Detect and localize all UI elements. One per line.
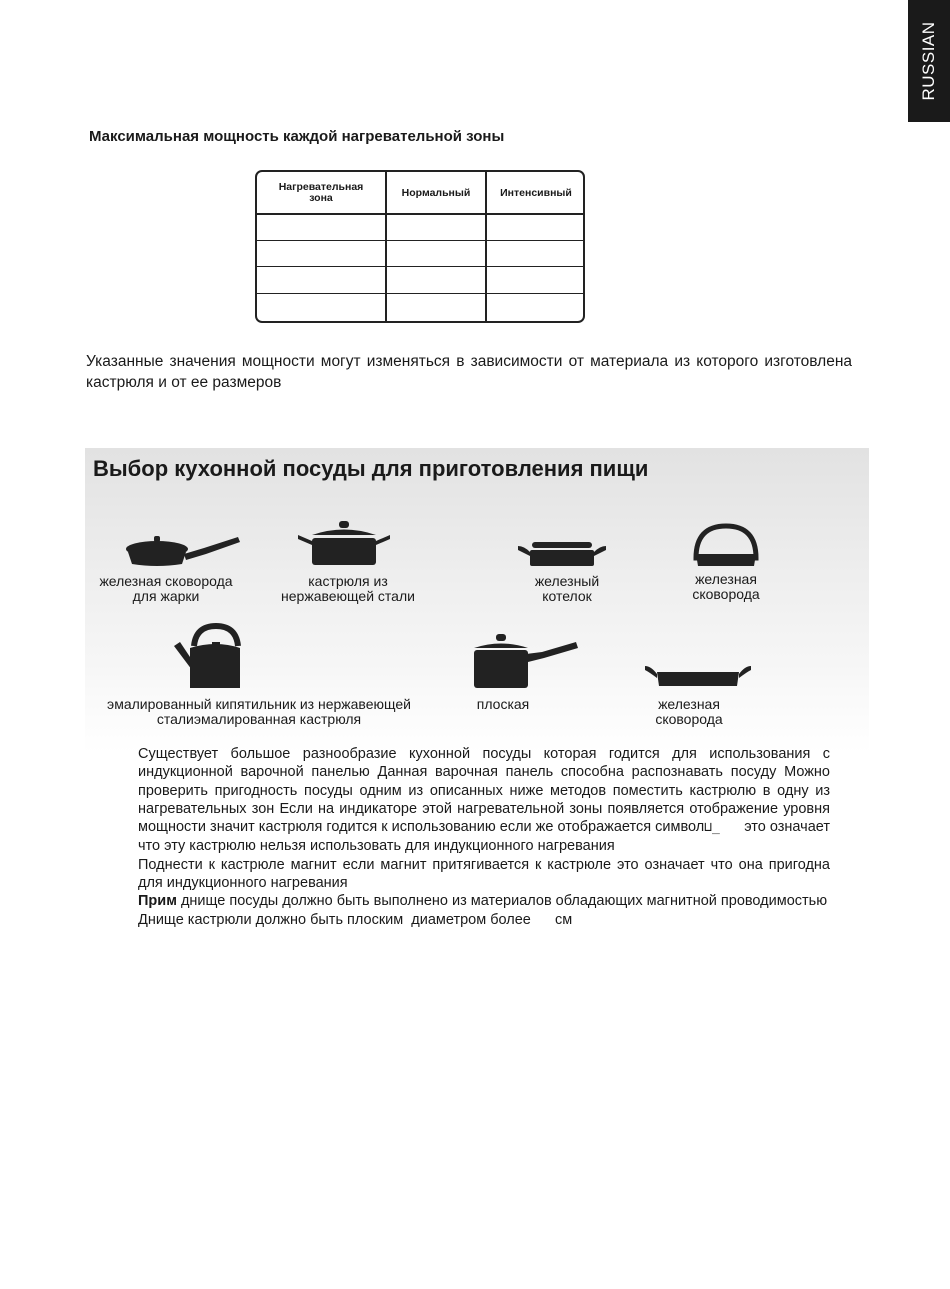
caption-stock-pot: кастрюля из нержавеющей стали — [281, 573, 415, 604]
kettle-icon — [172, 622, 244, 690]
power-note: Указанные значения мощности могут изменяться в зависимости от материала из которого изготовлена кастрюля и от ее размеров — [86, 353, 852, 391]
paragraph-recognition: Существует большое разнообразие кухонной посуды которая годится для использования с индукционной варочной панелью Данная варочная панель способна распознавать посуду Можно проверить пригодность посуды одним из описанных ниже методов поместить кастрюлю в одну из нагревательных зон Если на индикаторе этой нагревательной зоны появляется отображение уровня мощности значит кастрюля годится к использованию если же отображается символ⊔̲ это означает что эту кастрюлю нельзя использовать для индукционного нагревания — [138, 746, 831, 855]
no-pan-symbol-icon: ⊔̲ — [704, 820, 720, 836]
caption-saucepan: плоская — [476, 696, 530, 712]
wok-icon — [692, 522, 760, 568]
table-header-intensive: Интенсивный — [500, 186, 572, 199]
caption-flat-pan: железная сковорода — [655, 696, 723, 727]
saucepan-icon — [472, 634, 580, 690]
caption-wok: железная сковорода — [692, 571, 760, 602]
flat-pan-icon — [643, 662, 753, 690]
cookware-title: Выбор кухонной посуды для приготовления пищи — [93, 456, 649, 481]
caption-frying-pan: железная сковорода для жарки — [99, 573, 233, 604]
paragraph-magnet: Поднести к кастрюле магнит если магнит притягивается к кастрюле это означает что она пригодна для индукционного нагревания — [138, 856, 830, 892]
table-row-divider — [257, 240, 583, 241]
table-header-normal: Нормальный — [401, 186, 471, 199]
power-section-title: Максимальная мощность каждой нагревательной зоны — [89, 128, 505, 145]
table-row-divider — [257, 293, 583, 294]
power-table — [255, 170, 585, 323]
caption-kettle: эмалированный кипятильник из нержавеющей сталиэмалированная кастрюля — [107, 696, 411, 727]
language-tab — [908, 0, 950, 122]
body-text — [138, 745, 830, 929]
paragraph-note: Прим днище посуды должно быть выполнено из материалов обладающих магнитной проводимостью — [138, 893, 828, 910]
iron-casserole-icon — [516, 540, 608, 568]
table-row-divider — [257, 213, 583, 215]
language-label: RUSSIAN — [919, 21, 938, 101]
frying-pan-icon — [124, 534, 242, 568]
stock-pot-icon — [296, 521, 392, 567]
paragraph-diameter: Днище кастрюли должно быть плоским диаметром более см — [138, 911, 573, 928]
caption-iron-casserole: железный котелок — [534, 573, 600, 604]
table-row-divider — [257, 266, 583, 267]
table-header-zone: Нагревательная зона — [278, 181, 364, 204]
